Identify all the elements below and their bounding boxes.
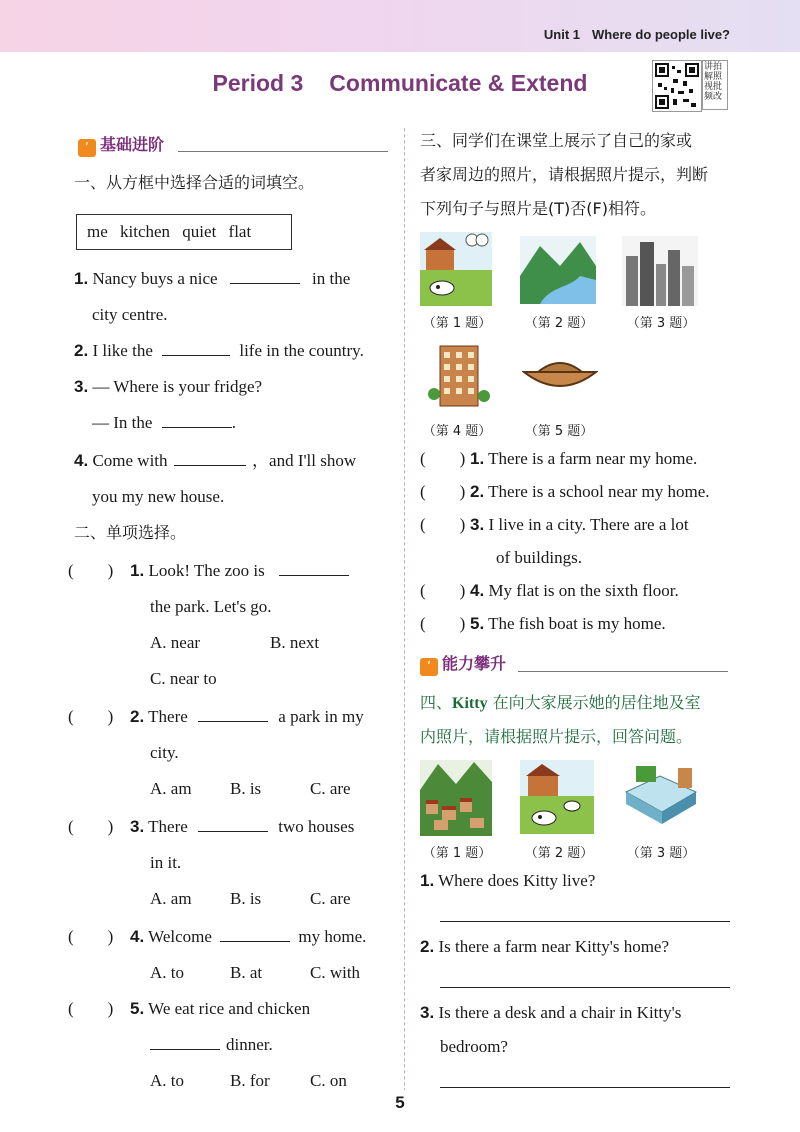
answer-question-3-cont: bedroom? xyxy=(440,1037,508,1056)
section-advanced-heading: ʹ 能力攀升 xyxy=(420,651,506,676)
photo-caption: （第 3 题） xyxy=(626,316,696,331)
column-divider xyxy=(404,128,405,1090)
photo-caption: （第 1 题） xyxy=(422,846,492,861)
answer-blank[interactable] xyxy=(150,1035,220,1050)
answer-question-2: 2. Is there a farm near Kitty's home? xyxy=(420,937,670,956)
part4-instruction-1: 四、Kitty 在向大家展示她的居住地及室 xyxy=(420,693,701,712)
answer-line[interactable] xyxy=(440,920,730,922)
option-c[interactable]: C. with xyxy=(310,963,361,982)
answer-paren[interactable]: ( ) xyxy=(68,561,114,580)
fill-question-3-answer: — In the . xyxy=(92,413,236,432)
mc-question-5: ( ) 5. We eat rice and chicken xyxy=(68,992,392,1026)
fill-question-4-cont: you my new house. xyxy=(92,487,225,506)
answer-blank[interactable] xyxy=(198,707,268,722)
word-box: me kitchen quiet flat xyxy=(76,214,292,250)
lightning-icon: ʹ xyxy=(78,139,96,157)
mc-question-2: ( ) 2. There a park in my xyxy=(68,700,392,734)
tf-item-5: ( ) 5. The fish boat is my home. xyxy=(420,607,666,641)
answer-question-1: 1. Where does Kitty live? xyxy=(420,871,596,890)
answer-paren[interactable]: ( ) xyxy=(68,999,114,1018)
mc-question-2-cont: city. xyxy=(150,743,179,762)
river-hills-photo-icon xyxy=(520,236,596,304)
header-band xyxy=(0,0,800,52)
city-buildings-photo-icon xyxy=(622,236,698,306)
answer-line[interactable] xyxy=(440,1086,730,1088)
photo-caption: （第 1 题） xyxy=(422,316,492,331)
tf-item-4: ( ) 4. My flat is on the sixth floor. xyxy=(420,574,679,608)
answer-question-3: 3. Is there a desk and a chair in Kitty's xyxy=(420,1003,682,1022)
tf-item-2: ( ) 2. There is a school near my home. xyxy=(420,475,710,509)
option-a[interactable]: A. am xyxy=(150,889,192,908)
mc-question-1-cont: the park. Let's go. xyxy=(150,597,272,616)
option-a[interactable]: A. near xyxy=(150,633,201,652)
answer-paren[interactable]: ( ) xyxy=(68,927,114,946)
mc-question-1: ( ) 1. Look! The zoo is xyxy=(68,554,392,588)
part3-instruction-1: 三、同学们在课堂上展示了自己的家或 xyxy=(420,131,693,150)
qr-side-label: 讲拍解照视批频改 xyxy=(702,60,728,110)
answer-blank[interactable] xyxy=(230,269,300,284)
option-c[interactable]: C. are xyxy=(310,779,351,798)
answer-paren[interactable]: ( ) xyxy=(420,449,466,468)
answer-blank[interactable] xyxy=(279,561,349,576)
photo-caption: （第 2 题） xyxy=(524,316,594,331)
tf-item-3-cont: of buildings. xyxy=(496,548,582,567)
part4-instruction-2: 内照片，请根据照片提示，回答问题。 xyxy=(420,727,693,746)
fill-question-1: 1. Nancy buys a nice in the xyxy=(74,269,351,288)
bedroom-photo-icon xyxy=(622,762,698,832)
lightning-icon: ʹ xyxy=(420,658,438,676)
option-b[interactable]: B. is xyxy=(230,779,262,798)
page-title: Period 3 Communicate & Extend xyxy=(212,70,588,96)
answer-blank[interactable] xyxy=(174,451,246,466)
answer-blank[interactable] xyxy=(220,927,290,942)
tf-item-3: ( ) 3. I live in a city. There are a lot xyxy=(420,508,689,542)
photo-caption: （第 3 题） xyxy=(626,846,696,861)
photo-caption: （第 5 题） xyxy=(524,424,594,439)
answer-paren[interactable]: ( ) xyxy=(68,817,114,836)
mc-question-3: ( ) 3. There two houses xyxy=(68,810,392,844)
fill-question-2: 2. I like the life in the country. xyxy=(74,341,364,360)
option-a[interactable]: A. am xyxy=(150,779,192,798)
option-c[interactable]: C. near to xyxy=(150,669,217,688)
fill-question-3: 3. — Where is your fridge? xyxy=(74,377,263,396)
page-number: 5 xyxy=(395,1093,405,1112)
mc-question-3-cont: in it. xyxy=(150,853,182,872)
part3-instruction-2: 者家周边的照片，请根据照片提示，判断 xyxy=(420,165,709,184)
photo-caption: （第 4 题） xyxy=(422,424,492,439)
section-basic-heading: ʹ 基础进阶 xyxy=(78,132,164,157)
answer-line[interactable] xyxy=(440,986,730,988)
answer-paren[interactable]: ( ) xyxy=(420,581,466,600)
option-b[interactable]: B. for xyxy=(230,1071,270,1090)
answer-paren[interactable]: ( ) xyxy=(420,614,466,633)
apartment-building-photo-icon xyxy=(428,344,490,408)
option-a[interactable]: A. to xyxy=(150,1071,184,1090)
part3-instruction-3: 下列句子与照片是(T)否(F)相符。 xyxy=(420,199,656,218)
unit-header: Unit 1 Where do people live? xyxy=(543,27,730,42)
part2-instruction: 二、单项选择。 xyxy=(74,523,187,542)
heading-rule xyxy=(178,150,388,152)
answer-blank[interactable] xyxy=(162,341,230,356)
boat-photo-icon xyxy=(522,352,598,396)
village-mountain-photo-icon xyxy=(420,760,492,836)
option-b[interactable]: B. next xyxy=(270,633,320,652)
mc-question-4: ( ) 4. Welcome my home. xyxy=(68,920,392,954)
option-c[interactable]: C. on xyxy=(310,1071,347,1090)
fill-question-1-cont: city centre. xyxy=(92,305,168,324)
option-b[interactable]: B. is xyxy=(230,889,262,908)
answer-paren[interactable]: ( ) xyxy=(420,515,466,534)
answer-paren[interactable]: ( ) xyxy=(420,482,466,501)
photo-caption: （第 2 题） xyxy=(524,846,594,861)
tf-item-1: ( ) 1. There is a farm near my home. xyxy=(420,442,697,476)
part1-instruction: 一、从方框中选择合适的词填空。 xyxy=(74,173,315,192)
heading-rule xyxy=(518,670,728,672)
fill-question-4: 4. Come with ，and I'll show xyxy=(74,451,357,470)
answer-blank[interactable] xyxy=(162,413,232,428)
farm-photo-icon xyxy=(420,232,492,306)
answer-blank[interactable] xyxy=(198,817,268,832)
farm-photo-icon xyxy=(520,760,594,834)
option-c[interactable]: C. are xyxy=(310,889,351,908)
mc-question-5-cont: dinner. xyxy=(150,1028,273,1062)
qr-code-icon[interactable] xyxy=(652,60,702,112)
answer-paren[interactable]: ( ) xyxy=(68,707,114,726)
option-b[interactable]: B. at xyxy=(230,963,263,982)
option-a[interactable]: A. to xyxy=(150,963,184,982)
